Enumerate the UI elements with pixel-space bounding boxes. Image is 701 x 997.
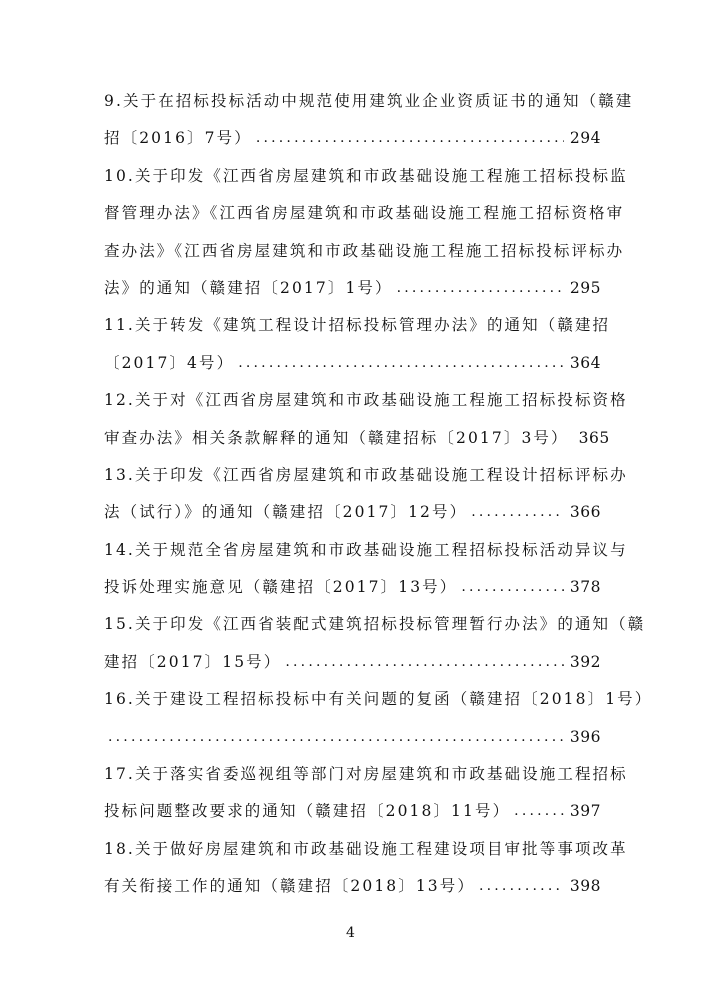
dot-leader xyxy=(238,345,564,382)
toc-entry[interactable] xyxy=(104,457,628,532)
toc-entry-title-line: 12.关于对《江西省房屋建筑和市政基础设施工程施工招标投标资格 xyxy=(104,391,628,410)
toc-entry[interactable] xyxy=(104,681,653,756)
toc-entry-title-line: 查办法》《江西省房屋建筑和市政基础设施工程施工招标投标评标办 xyxy=(104,241,625,260)
toc-entry-title-tail: 〔2017〕4号） xyxy=(104,353,235,372)
toc-entry-page: 365 xyxy=(578,428,610,447)
toc-entry-title-line: 18.关于做好房屋建筑和市政基础设施工程建设项目审批等事项改革 xyxy=(104,839,628,858)
toc-entry[interactable] xyxy=(104,831,628,906)
toc-entry-title-tail: 投标问题整改要求的通知（赣建招〔2018〕11号） xyxy=(104,802,511,821)
toc-entry-page: 392 xyxy=(569,652,601,671)
toc-entry-page: 366 xyxy=(569,503,601,522)
toc-entry-title-tail: 招〔2016〕7号） xyxy=(104,129,252,148)
dot-leader xyxy=(461,569,564,606)
toc-entry-title-line: 15.关于印发《江西省装配式建筑招标投标管理暂行办法》的通知（赣 xyxy=(104,615,646,634)
toc-entry-title-line: 9.关于在招标投标活动中规范使用建筑业企业资质证书的通知（赣建 xyxy=(104,92,634,110)
page-number: 4 xyxy=(346,925,355,941)
toc-entry-last-line xyxy=(104,569,601,606)
toc-entry-last-line xyxy=(104,719,601,756)
toc-entry[interactable] xyxy=(104,382,628,457)
toc-entry-title-tail: 法（试行）》的通知（赣建招〔2017〕12号） xyxy=(104,503,468,522)
toc-entry[interactable] xyxy=(104,606,646,681)
toc-entry-title-line: 17.关于落实省委巡视组等部门对房屋建筑和市政基础设施工程招标 xyxy=(104,765,628,784)
toc-entry-last-line xyxy=(104,120,601,157)
toc-entry-page: 295 xyxy=(569,278,601,297)
dot-leader xyxy=(108,719,564,756)
toc-entry-page: 397 xyxy=(569,802,601,821)
dot-leader xyxy=(479,868,564,905)
toc-entry-last-line xyxy=(104,868,601,905)
toc-entry-last-line xyxy=(104,420,610,457)
toc-entry[interactable] xyxy=(104,158,628,308)
toc-entry-title-tail: 有关衔接工作的通知（赣建招〔2018〕13号） xyxy=(104,877,475,896)
table-of-contents xyxy=(104,83,653,906)
toc-entry[interactable] xyxy=(104,307,611,382)
dot-leader xyxy=(397,270,564,307)
toc-entry[interactable] xyxy=(104,532,628,607)
dot-leader xyxy=(471,494,564,531)
toc-entry-page: 364 xyxy=(569,353,601,372)
toc-entry-title-line: 督管理办法》《江西省房屋建筑和市政基础设施工程施工招标资格审 xyxy=(104,204,625,223)
dot-leader xyxy=(256,120,564,157)
toc-entry-title-tail: 投诉处理实施意见（赣建招〔2017〕13号） xyxy=(104,578,458,597)
toc-entry-title-line: 10.关于印发《江西省房屋建筑和市政基础设施工程施工招标投标监 xyxy=(104,166,628,185)
toc-entry-page: 378 xyxy=(569,578,601,597)
toc-entry-title-line: 11.关于转发《建筑工程设计招标投标管理办法》的通知（赣建招 xyxy=(104,316,611,335)
toc-entry-page: 398 xyxy=(569,877,601,896)
toc-entry-title-line: 14.关于规范全省房屋建筑和市政基础设施工程招标投标活动异议与 xyxy=(104,540,628,559)
toc-entry-last-line xyxy=(104,494,601,531)
toc-entry-page: 294 xyxy=(569,129,601,148)
toc-entry[interactable] xyxy=(104,83,634,158)
toc-entry-title-tail: 建招〔2017〕15号） xyxy=(104,652,282,671)
toc-entry-last-line xyxy=(104,345,601,382)
toc-entry-last-line xyxy=(104,644,601,681)
toc-entry-title-tail: 法》的通知（赣建招〔2017〕1号） xyxy=(104,278,393,297)
toc-entry-title-line: 16.关于建设工程招标投标中有关问题的复函（赣建招〔2018〕1号） xyxy=(104,690,653,709)
toc-entry-last-line xyxy=(104,270,601,307)
toc-entry-title-tail: 审查办法》相关条款解释的通知（赣建招标〔2017〕3号） xyxy=(104,428,569,447)
toc-entry-page: 396 xyxy=(569,727,601,746)
toc-entry[interactable] xyxy=(104,756,628,831)
dot-leader xyxy=(285,644,564,681)
dot-leader xyxy=(514,793,564,830)
toc-entry-title-line: 13.关于印发《江西省房屋建筑和市政基础设施工程设计招标评标办 xyxy=(104,465,628,484)
toc-entry-last-line xyxy=(104,793,601,830)
